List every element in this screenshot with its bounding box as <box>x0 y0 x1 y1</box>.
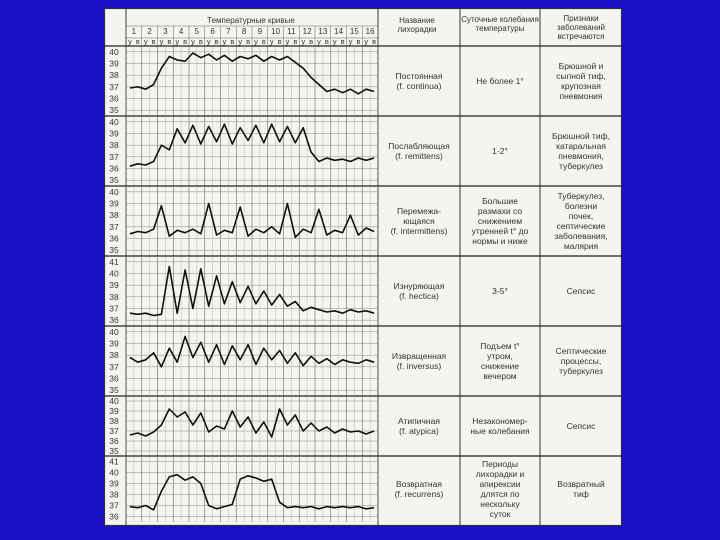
name-cell <box>380 396 458 456</box>
disease-cell-line: септические <box>556 221 606 231</box>
name-cell-line: Перемежа- <box>396 206 441 216</box>
temp-axis-label: 35 <box>109 245 119 256</box>
day-number: 6 <box>210 27 215 36</box>
day-number: 16 <box>365 27 375 36</box>
fluct-cell-line: апирексии <box>479 479 521 489</box>
day-mark: в <box>372 37 377 46</box>
temp-axis-label: 41 <box>109 456 119 467</box>
disease-cell <box>542 116 620 186</box>
disease-cell-line: Возвратный <box>557 479 605 489</box>
temp-axis-label: 41 <box>109 256 119 267</box>
fluct-cell-line: утренней t° до <box>471 226 529 236</box>
day-mark: в <box>246 37 251 46</box>
disease-cell-line: пневмония <box>559 91 603 101</box>
name-cell-line: Послабляющая <box>388 141 450 151</box>
disease-cell <box>542 326 620 396</box>
day-mark: у <box>206 37 211 46</box>
temp-axis-label: 40 <box>109 467 119 478</box>
fever-name-header: Название лихорадки <box>397 16 437 34</box>
day-mark: в <box>340 37 345 46</box>
fluct-cell-line: снижением <box>477 216 523 226</box>
day-mark: в <box>293 37 298 46</box>
day-mark: в <box>261 37 266 46</box>
name-cell-line: Постоянная <box>395 71 443 81</box>
temp-axis-label: 40 <box>109 268 119 279</box>
fluct-cell-line: Периоды <box>482 459 518 469</box>
day-mark: в <box>135 37 140 46</box>
day-mark: у <box>364 37 369 46</box>
temp-axis-label: 37 <box>109 81 119 92</box>
disease-cell-line: Брюшной тиф, <box>551 131 611 141</box>
fluct-cell <box>462 396 538 456</box>
fluct-cell-line: размахи со <box>477 206 523 216</box>
disease-header: Признаки заболеваний встречаются <box>556 14 606 41</box>
name-cell <box>380 46 458 116</box>
day-mark: у <box>191 37 195 46</box>
fluct-cell-line: Не более 1° <box>476 76 524 86</box>
day-number: 14 <box>334 27 344 36</box>
day-number: 4 <box>178 27 184 36</box>
temp-axis-label: 36 <box>109 163 119 174</box>
disease-cell <box>542 46 620 116</box>
day-mark: у <box>143 37 148 46</box>
temp-axis-label: 36 <box>109 373 119 384</box>
disease-cell-line: Сепсис <box>566 421 596 431</box>
temp-axis-label: 39 <box>109 58 119 69</box>
disease-cell-line: Сепсис <box>566 286 596 296</box>
disease-cell-line: Брюшной и <box>558 61 604 71</box>
fluct-cell <box>462 326 538 396</box>
day-number: 11 <box>287 27 296 36</box>
name-cell-line: (f. recurrens) <box>394 489 444 499</box>
temp-axis-label: 39 <box>109 198 119 209</box>
name-cell-line: (f. intermittens) <box>390 226 448 236</box>
day-mark: в <box>356 37 361 46</box>
day-mark: в <box>183 37 188 46</box>
name-cell <box>380 256 458 326</box>
name-cell-line: (f. hectica) <box>399 291 439 301</box>
temp-axis-label: 36 <box>109 233 119 244</box>
name-cell-line: (f. continua) <box>396 81 442 91</box>
temp-axis-label: 36 <box>109 93 119 104</box>
temp-axis-label: 36 <box>109 436 119 446</box>
day-number: 10 <box>271 27 281 36</box>
daily-fluctuation-header: Суточные колебания температуры <box>461 15 539 33</box>
day-mark: в <box>198 37 203 46</box>
temp-axis-label: 38 <box>109 70 119 81</box>
disease-cell-line: туберкулез <box>559 161 603 171</box>
temp-axis-label: 38 <box>109 210 119 221</box>
temp-axis-label: 35 <box>109 446 119 456</box>
temp-axis-label: 36 <box>109 511 119 522</box>
temp-axis-label: 40 <box>109 116 119 127</box>
temp-axis-label: 35 <box>109 385 119 396</box>
day-mark: у <box>238 37 243 46</box>
temp-axis-label: 39 <box>109 280 119 291</box>
day-number: 15 <box>349 27 359 36</box>
day-mark: у <box>332 37 337 46</box>
day-number: 9 <box>257 27 263 36</box>
temp-axis-label: 40 <box>109 186 119 197</box>
disease-cell-line: туберкулез <box>559 366 603 376</box>
disease-cell <box>542 456 620 522</box>
fluct-cell-line: вечером <box>483 371 517 381</box>
day-number: 1 <box>131 27 137 36</box>
name-cell <box>380 116 458 186</box>
fluct-cell-line: 3-5° <box>492 286 508 296</box>
temp-axis-label: 39 <box>109 338 119 349</box>
temp-axis-label: 37 <box>109 303 119 314</box>
fluct-cell <box>462 46 538 116</box>
temp-axis-label: 37 <box>109 426 119 436</box>
name-cell <box>380 326 458 396</box>
disease-cell-line: малярия <box>563 241 599 251</box>
name-cell-line: (f. atypica) <box>399 426 439 436</box>
temp-axis-label: 39 <box>109 478 119 489</box>
disease-cell-line: пневмония, <box>558 151 604 161</box>
temp-axis-label: 35 <box>109 175 119 186</box>
disease-cell-line: почек, <box>568 211 594 221</box>
fluct-cell-line: Незакономер- <box>472 416 528 426</box>
day-mark: у <box>301 37 306 46</box>
temp-axis-label: 38 <box>109 416 119 426</box>
temp-axis-label: 38 <box>109 140 119 151</box>
day-mark: в <box>277 37 282 46</box>
day-number: 3 <box>163 27 168 36</box>
disease-cell-line: тиф <box>573 489 589 499</box>
disease-cell-line: катаральная <box>556 141 606 151</box>
temp-axis-label: 38 <box>109 350 119 361</box>
day-number: 12 <box>302 27 312 36</box>
temp-axis-label: 40 <box>109 396 119 406</box>
fluct-cell-line: 1-2° <box>492 146 508 156</box>
temp-axis-label: 40 <box>109 46 119 57</box>
day-number: 2 <box>147 27 152 36</box>
fluct-cell <box>462 456 538 522</box>
day-mark: в <box>324 37 329 46</box>
name-cell <box>380 186 458 256</box>
fluct-cell-line: снижение <box>480 361 520 371</box>
day-mark: у <box>175 37 180 46</box>
fluct-cell <box>462 116 538 186</box>
name-cell-line: (f. remittens) <box>395 151 443 161</box>
disease-cell <box>542 396 620 456</box>
temp-axis-label: 39 <box>109 128 119 139</box>
disease-cell-line: сыпной тиф, <box>556 71 606 81</box>
day-mark: у <box>128 37 132 46</box>
day-mark: в <box>151 37 156 46</box>
temp-axis-label: 38 <box>109 489 119 500</box>
disease-cell <box>542 256 620 326</box>
day-mark: в <box>230 37 235 46</box>
name-cell-line: Изнуряющая <box>393 281 445 291</box>
name-cell <box>380 456 458 522</box>
temp-axis-label: 37 <box>109 500 119 511</box>
fluct-cell-line: нескольку <box>480 499 520 509</box>
temp-axis-label: 36 <box>109 315 119 326</box>
name-cell-line: ющаяся <box>403 216 435 226</box>
disease-cell-line: процессы, <box>560 356 602 366</box>
fluct-cell-line: Большие <box>482 196 518 206</box>
name-cell-line: Извращенная <box>391 351 447 361</box>
fluct-cell <box>462 256 538 326</box>
fluct-cell-line: длятся по <box>480 489 520 499</box>
fluct-cell-line: Подъем t° <box>480 341 520 351</box>
name-cell-line: (f. inversus) <box>396 361 442 371</box>
temp-axis-label: 35 <box>109 105 119 116</box>
temp-axis-label: 37 <box>109 221 119 232</box>
day-mark: в <box>167 37 172 46</box>
temp-axis-label: 37 <box>109 361 119 372</box>
name-cell-line: Возвратная <box>396 479 442 489</box>
fever-types-table <box>104 8 622 526</box>
fluct-cell-line: ные колебания <box>470 426 530 436</box>
disease-cell-line: заболевания, <box>554 231 608 241</box>
disease-cell-line: Туберкулез, <box>557 191 605 201</box>
day-mark: в <box>214 37 219 46</box>
disease-cell-line: крупозная <box>561 81 601 91</box>
temp-axis-label: 37 <box>109 151 119 162</box>
day-number: 5 <box>194 27 200 36</box>
day-number: 7 <box>226 27 231 36</box>
curves-title: Температурные кривые <box>207 16 295 25</box>
day-mark: у <box>348 37 353 46</box>
day-mark: в <box>309 37 314 46</box>
fluct-cell <box>462 186 538 256</box>
disease-cell-line: болезни <box>564 201 598 211</box>
temp-axis-label: 38 <box>109 291 119 302</box>
day-mark: у <box>285 37 290 46</box>
fluct-cell-line: нормы и ниже <box>472 236 528 246</box>
name-cell-line: Атипичная <box>398 416 440 426</box>
temp-axis-label: 39 <box>109 406 119 416</box>
day-mark: у <box>222 37 227 46</box>
day-mark: у <box>159 37 164 46</box>
fluct-cell-line: лихорадки и <box>475 469 525 479</box>
day-number: 13 <box>318 27 328 36</box>
fluct-cell-line: суток <box>489 509 511 519</box>
disease-cell <box>542 186 620 256</box>
day-mark: у <box>317 37 321 46</box>
day-number: 8 <box>241 27 247 36</box>
fluct-cell-line: утром, <box>487 351 513 361</box>
temp-axis-label: 40 <box>109 326 119 337</box>
day-mark: у <box>254 37 258 46</box>
day-mark: у <box>269 37 274 46</box>
disease-cell-line: Септические <box>555 346 607 356</box>
